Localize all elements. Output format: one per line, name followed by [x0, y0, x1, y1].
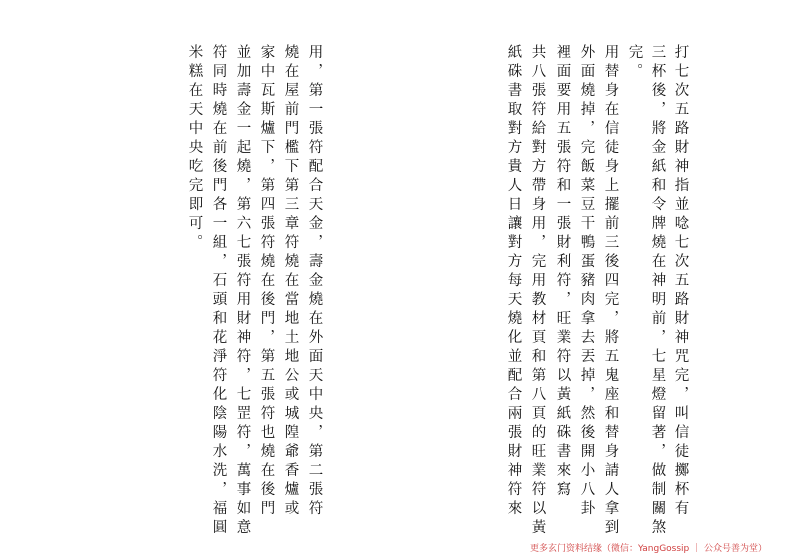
right-page-column-5: 外面燒掉，完飯菜豆干鴨蛋豬肉拿去丟掉，然後開小八卦	[578, 44, 595, 519]
left-page-column-3: 家中瓦斯爐下，第四張符燒在後門，第五張符也燒在後門	[258, 44, 275, 519]
right-page-column-6: 裡面要用五張符和一張財利符，旺業符以黃紙硃書來寫	[554, 44, 571, 500]
right-page-column-4: 用替身在信徒身上擺前三後四完，將五鬼座和替身請人拿到	[602, 44, 619, 538]
footer-watermark: 更多玄门资料结缘（微信：YangGossip ｜ 公众号善为堂）	[530, 544, 767, 554]
left-page-column-2: 燒在屋前門檻下第三章符燒在當地土地公或城隍爺香爐或	[282, 44, 299, 519]
right-page-column-7: 共八張符給對方帶身用，完用教材頁和第八頁的旺業符以黃	[529, 44, 546, 538]
left-page-column-5: 符同時燒在前後門各一組，石頭和花淨符化陰陽水洗，福圓	[210, 44, 227, 538]
right-page-column-2: 三杯後，將金紙和令牌燒在神明前，七星燈留著，做制關煞	[649, 44, 666, 538]
right-page-column-3: 完。	[626, 44, 643, 82]
left-page-column-6: 米糕在天中央吃完即可。	[186, 44, 203, 253]
left-page-column-4: 並加壽金一起燒，第六七張符用財神符，七罡符，萬事如意	[234, 44, 251, 538]
right-page-column-1: 打七次五路財神指並唸七次五路財神咒完，叫信徒擲杯有	[672, 44, 689, 519]
left-page-column-1: 用，第一張符配合天金，壽金燒在外面天中央，第二張符	[306, 44, 323, 519]
right-page-column-8: 紙硃書取對方貴人日讓對方每天燒化並配合兩張財神符來	[505, 44, 522, 519]
